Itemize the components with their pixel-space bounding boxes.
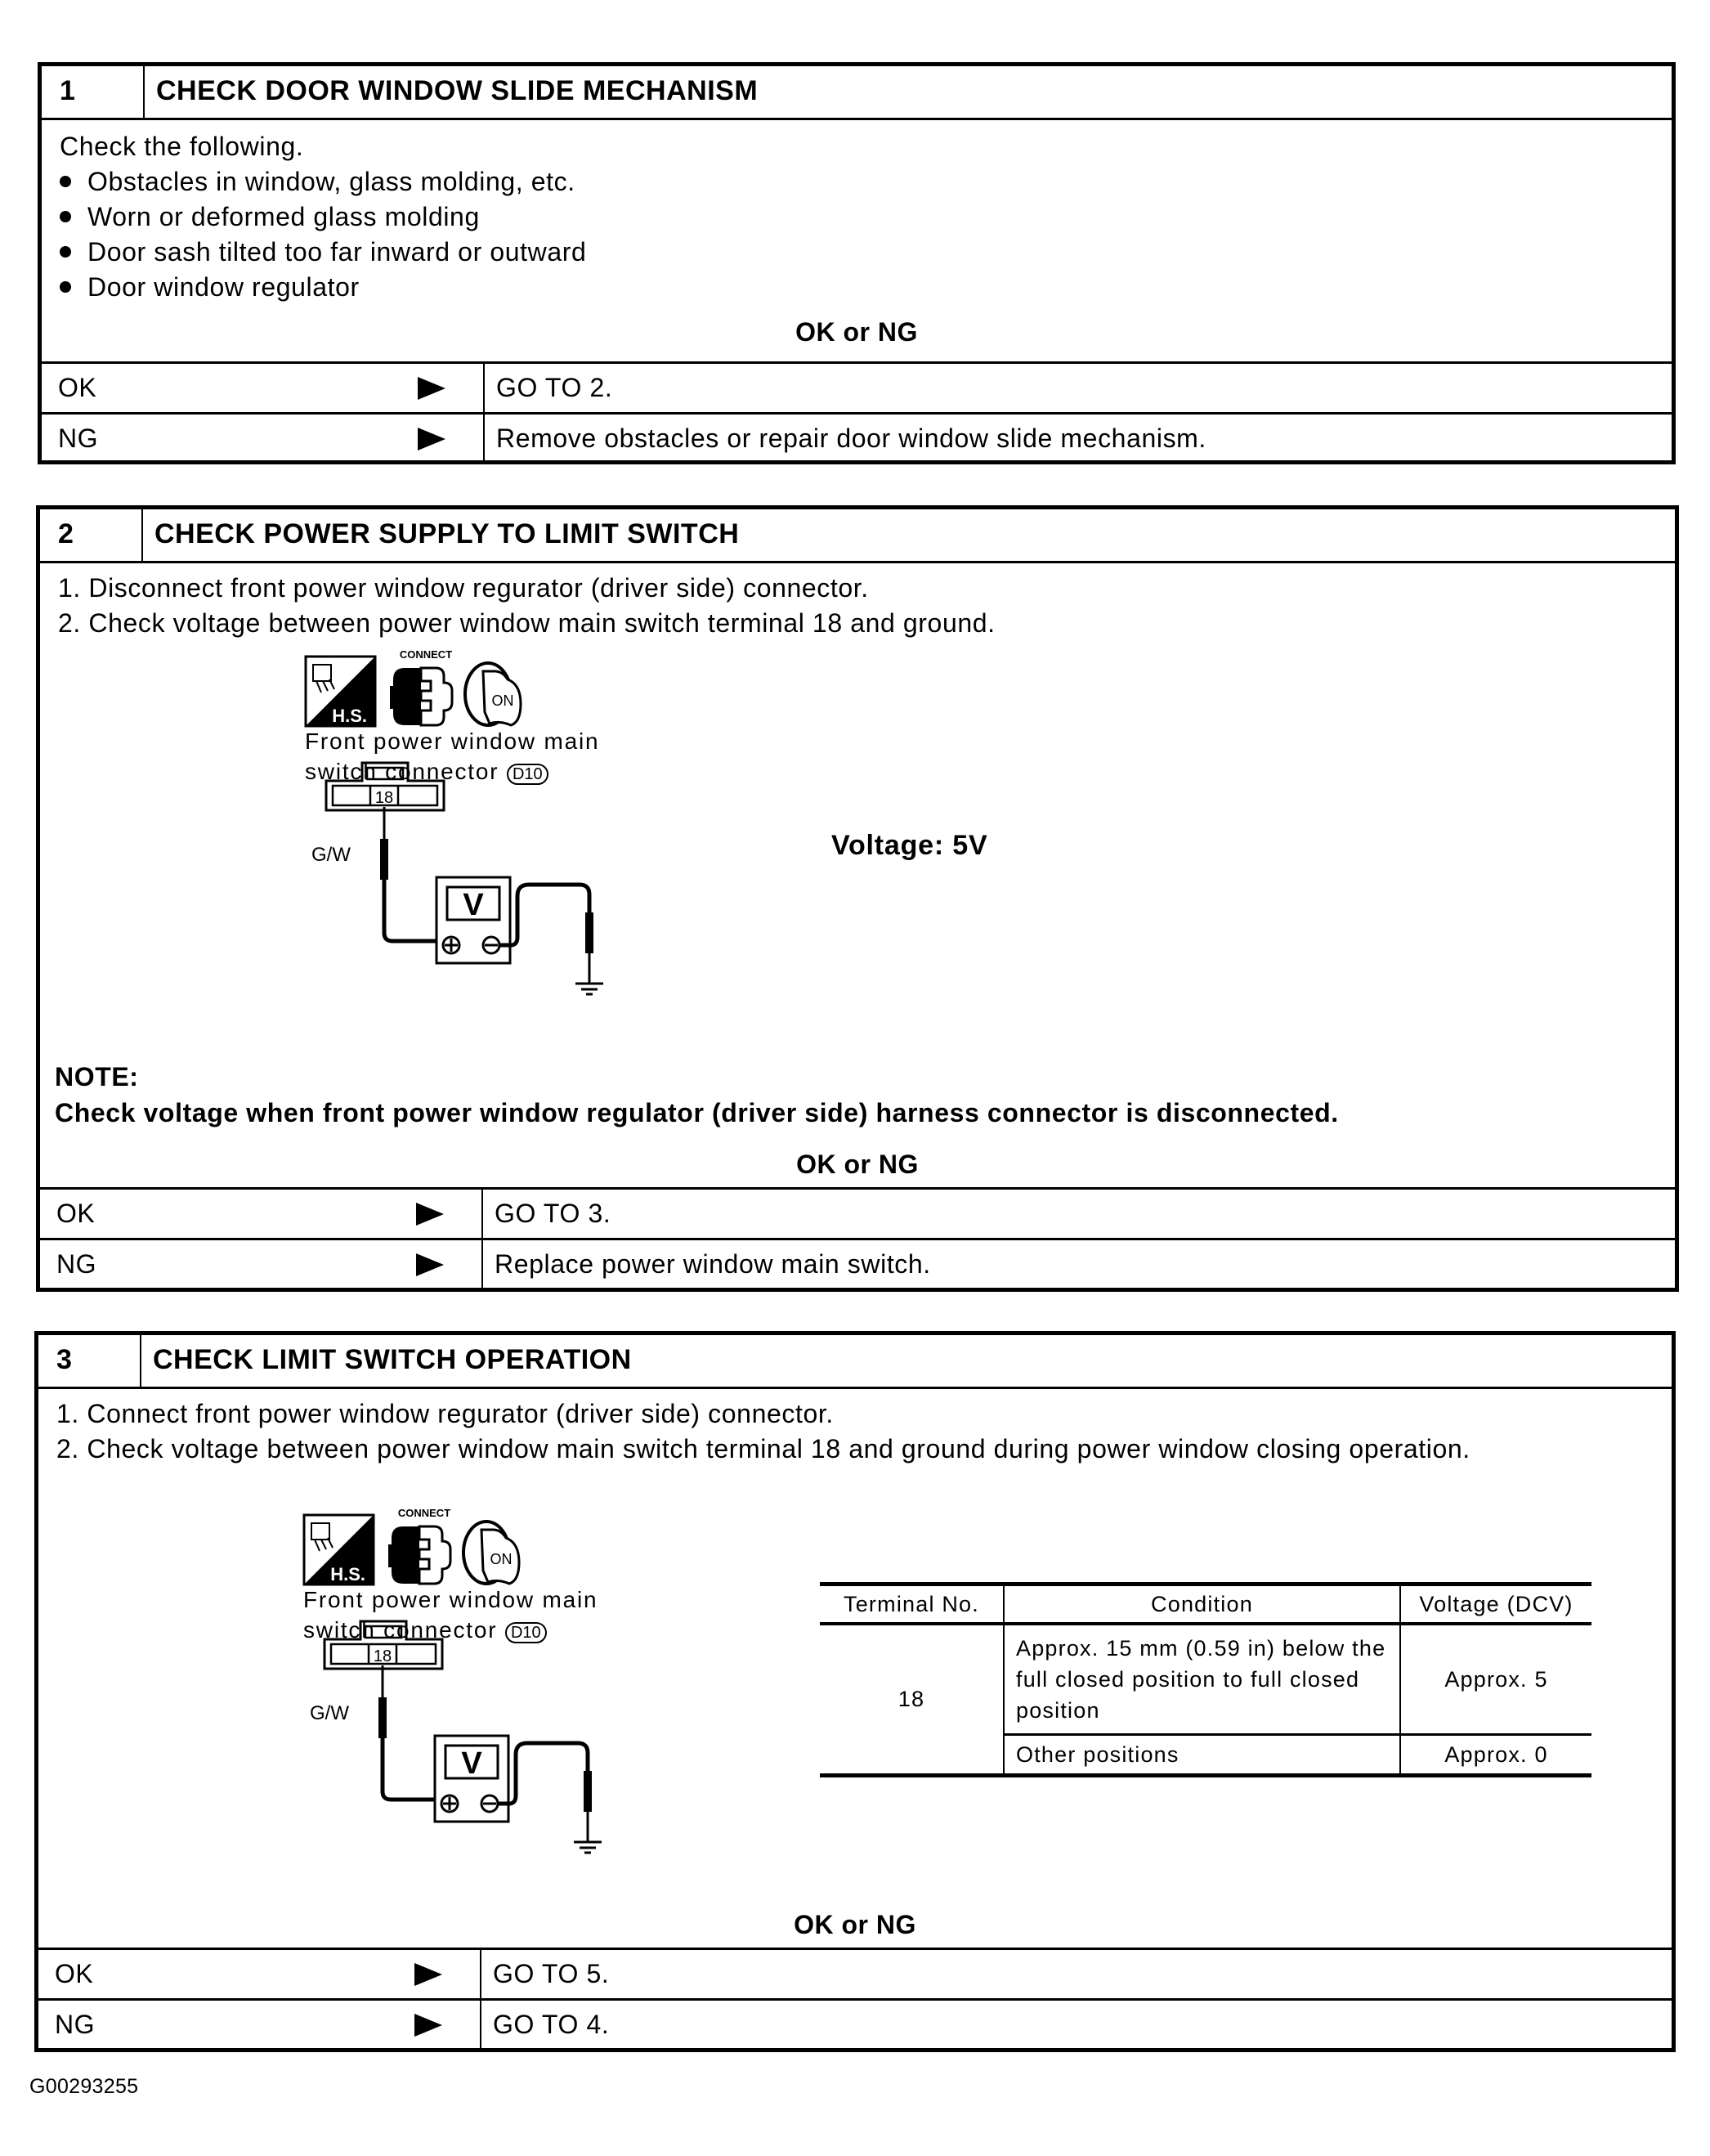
result-action: Remove obstacles or repair door window slide mechanism.	[496, 424, 1206, 453]
bullet-item	[60, 202, 480, 232]
voltage-check-diagram	[302, 647, 645, 1006]
result-row-ok	[42, 361, 1672, 412]
diagram-graphic	[300, 1505, 643, 1865]
note-heading: NOTE:	[55, 1062, 139, 1091]
arrow-right-icon	[414, 1963, 442, 1986]
connector-label	[303, 1617, 547, 1643]
column-divider	[480, 1950, 481, 1998]
procedure-step: 1. Disconnect front power window regurator (driver side) connector.	[58, 573, 869, 603]
bullet-text: Door window regulator	[87, 272, 360, 302]
bullet-item	[60, 167, 575, 197]
connector-id-badge: D10	[507, 764, 548, 785]
result-key: NG	[56, 1249, 96, 1279]
svg-text:G/W: G/W	[310, 1702, 349, 1724]
table-row	[820, 1624, 1591, 1735]
result-action: GO TO 2.	[496, 373, 613, 402]
step-2-header	[40, 509, 1675, 563]
connector-label-text: switch connector	[305, 759, 499, 784]
svg-text:V: V	[461, 1746, 482, 1781]
svg-text:H.S.: H.S.	[332, 706, 367, 726]
result-row-ng	[42, 412, 1672, 464]
voltmeter-icon	[436, 877, 510, 963]
probe-wire	[311, 807, 438, 941]
step-3-box	[34, 1331, 1676, 2052]
step-title: CHECK LIMIT SWITCH OPERATION	[153, 1344, 632, 1375]
step-number: 3	[38, 1335, 141, 1387]
table-header-row	[820, 1585, 1591, 1625]
result-row-ng	[38, 1998, 1672, 2052]
connect-icon	[390, 648, 452, 725]
voltage-cell: Approx. 5	[1400, 1624, 1591, 1735]
result-key: OK	[58, 373, 97, 402]
step-1-header	[42, 66, 1672, 120]
result-key: NG	[58, 424, 98, 453]
step-3-header	[38, 1335, 1672, 1389]
result-key: OK	[56, 1199, 96, 1228]
svg-text:ON: ON	[490, 1551, 513, 1567]
arrow-right-icon	[418, 377, 445, 400]
condition-cell: Other positions	[1004, 1735, 1400, 1776]
bullet-text: Obstacles in window, glass molding, etc.	[87, 167, 575, 196]
connector-label-text: switch connector	[303, 1617, 498, 1643]
result-row-ng	[40, 1238, 1675, 1292]
result-key: NG	[55, 2010, 95, 2039]
voltage-cell: Approx. 0	[1400, 1735, 1591, 1776]
step-2-box	[36, 505, 1679, 1292]
harness-side-icon	[304, 1515, 374, 1585]
svg-text:ON: ON	[491, 693, 514, 709]
svg-text:G/W: G/W	[311, 844, 351, 866]
ok-or-ng-heading: OK or NG	[796, 1150, 919, 1179]
bullet-text: Worn or deformed glass molding	[87, 202, 480, 231]
step-1-intro: Check the following.	[60, 132, 304, 161]
svg-text:V: V	[463, 888, 484, 922]
ignition-on-icon	[463, 1522, 519, 1584]
ok-or-ng-heading: OK or NG	[794, 1910, 916, 1939]
connect-icon	[388, 1507, 450, 1584]
column-header: Condition	[1004, 1585, 1400, 1625]
step-title: CHECK DOOR WINDOW SLIDE MECHANISM	[156, 75, 759, 106]
svg-text:CONNECT: CONNECT	[399, 648, 453, 661]
result-action: GO TO 4.	[493, 2010, 610, 2039]
voltage-spec: Voltage: 5V	[831, 830, 988, 861]
ok-or-ng-heading: OK or NG	[795, 317, 918, 347]
column-divider	[481, 1240, 483, 1292]
arrow-right-icon	[414, 2014, 442, 2037]
step-1-box	[38, 62, 1676, 464]
voltage-check-diagram	[300, 1505, 643, 1865]
result-key: OK	[55, 1959, 94, 1988]
bullet-item	[60, 272, 360, 303]
condition-cell: Approx. 15 mm (0.59 in) below the full closed position to full closed position	[1004, 1624, 1400, 1735]
step-title: CHECK POWER SUPPLY TO LIMIT SWITCH	[154, 518, 740, 549]
column-divider	[483, 364, 485, 412]
bullet-item	[60, 237, 586, 267]
ground-icon	[499, 885, 603, 994]
connector-label: Front power window main	[303, 1587, 598, 1612]
voltage-spec-table	[820, 1582, 1591, 1777]
column-header: Terminal No.	[844, 1591, 979, 1616]
bullet-text: Door sash tilted too far inward or outward	[87, 237, 587, 267]
connector-id-badge: D10	[505, 1622, 547, 1643]
column-divider	[480, 2001, 481, 2052]
result-action: Replace power window main switch.	[495, 1249, 931, 1279]
probe-wire	[310, 1665, 436, 1800]
arrow-right-icon	[418, 428, 445, 450]
ground-icon	[498, 1743, 602, 1853]
connector-label: Front power window main	[305, 728, 600, 754]
svg-text:CONNECT: CONNECT	[397, 1507, 451, 1519]
column-divider	[481, 1190, 483, 1238]
bullet-icon	[60, 176, 71, 187]
bullet-icon	[60, 246, 71, 258]
result-row-ok	[38, 1948, 1672, 1998]
step-number: 1	[42, 66, 145, 118]
harness-side-icon	[306, 657, 375, 726]
procedure-step: 2. Check voltage between power window main switch terminal 18 and ground.	[58, 608, 996, 638]
note-text: Check voltage when front power window regulator (driver side) harness connector is disconnected.	[55, 1098, 1339, 1127]
step-number: 2	[40, 509, 143, 561]
voltmeter-icon	[435, 1736, 508, 1822]
svg-text:18: 18	[374, 789, 394, 807]
procedure-step: 2. Check voltage between power window main switch terminal 18 and ground during power window closing operation.	[56, 1434, 1471, 1463]
result-row-ok	[40, 1187, 1675, 1238]
svg-text:H.S.: H.S.	[330, 1564, 365, 1585]
bullet-icon	[60, 281, 71, 293]
ignition-on-icon	[465, 663, 521, 725]
result-action: GO TO 3.	[495, 1199, 611, 1228]
terminal-cell: 18	[898, 1687, 925, 1711]
procedure-step: 1. Connect front power window regurator (driver side) connector.	[56, 1399, 834, 1428]
diagram-graphic	[302, 647, 645, 1006]
bullet-icon	[60, 211, 71, 222]
result-action: GO TO 5.	[493, 1959, 610, 1988]
arrow-right-icon	[416, 1203, 444, 1226]
figure-id: G00293255	[29, 2075, 139, 2098]
svg-text:18: 18	[373, 1647, 392, 1665]
connector-label	[305, 759, 548, 785]
column-header: Voltage (DCV)	[1400, 1585, 1591, 1625]
column-divider	[483, 415, 485, 464]
arrow-right-icon	[416, 1253, 444, 1276]
